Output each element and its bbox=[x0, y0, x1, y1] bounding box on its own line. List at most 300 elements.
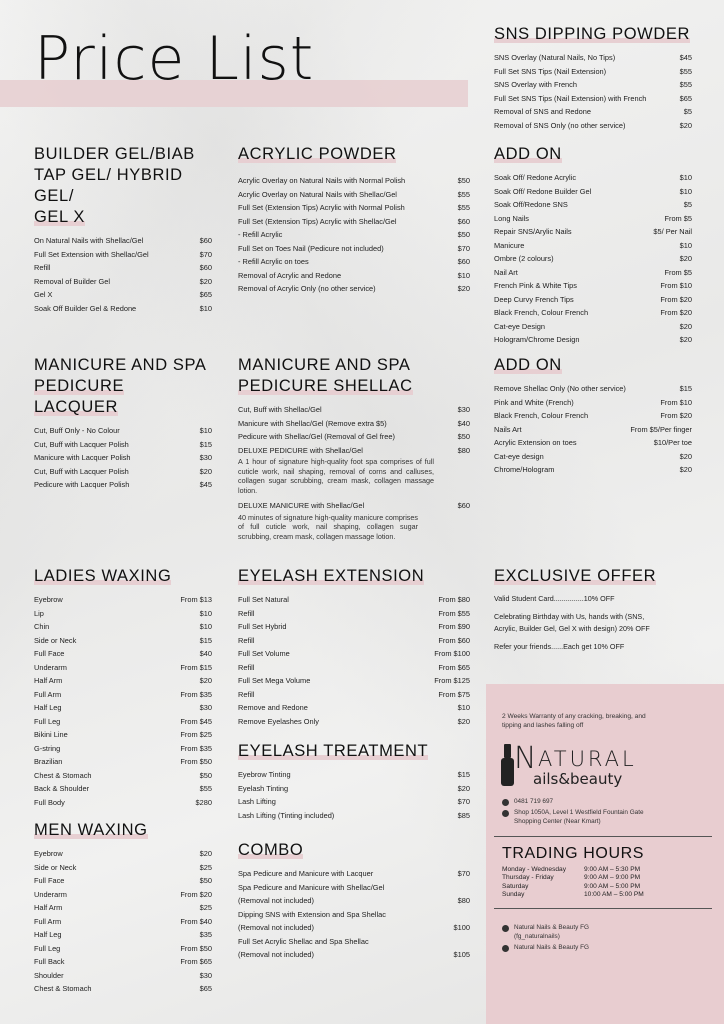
section-combo bbox=[238, 840, 470, 962]
price-row bbox=[34, 674, 212, 688]
section-add-on-1 bbox=[494, 144, 692, 347]
item-price: From $125 bbox=[434, 676, 470, 685]
item-name: Full Set SNS Tips (Nail Extension) bbox=[494, 66, 607, 76]
price-row bbox=[238, 215, 470, 229]
item-price: $5 bbox=[683, 107, 692, 116]
item-name: Refill bbox=[238, 662, 255, 672]
item-price: $10 bbox=[199, 303, 212, 313]
price-row bbox=[494, 409, 692, 423]
item-price: $65 bbox=[199, 984, 212, 993]
item-name: Lash Lifting (Tinting included) bbox=[238, 810, 335, 820]
item-price: $50 bbox=[199, 876, 212, 885]
item-name: Deep Curvy French Tips bbox=[494, 294, 574, 304]
price-row bbox=[34, 261, 212, 275]
price-list bbox=[494, 51, 692, 132]
price-row bbox=[494, 239, 692, 253]
item-price: $50 bbox=[457, 230, 470, 239]
time: 9:00 AM – 9:00 PM bbox=[584, 874, 641, 882]
item-price: $5 bbox=[683, 200, 692, 209]
section-title: MEN WAXING bbox=[34, 821, 148, 839]
item-name: Soak Off Builder Gel & Redone bbox=[34, 303, 137, 313]
item-name: Chest & Stomach bbox=[34, 770, 92, 780]
item-price: From $50 bbox=[180, 943, 212, 953]
item-price: $80 bbox=[457, 445, 470, 455]
price-row bbox=[494, 279, 692, 293]
price-row bbox=[34, 701, 212, 715]
price-row bbox=[494, 92, 692, 106]
price-list bbox=[34, 847, 212, 996]
item-name: Refill bbox=[238, 608, 255, 618]
item-name: (Removal not included) bbox=[238, 896, 314, 905]
item-price: $15 bbox=[457, 770, 470, 779]
price-row bbox=[494, 105, 692, 119]
price-row bbox=[34, 424, 212, 438]
deluxe-pedicure-note: A 1 hour of signature high-quality foot spa comprises of full cuticle work, nail shaping, removal of corns and calluses, collagen sugar scrubbing, cream mask, collagen massage lotion. bbox=[238, 457, 434, 495]
logo-letter-n: N bbox=[514, 742, 537, 776]
item-name: Removal of SNS Only (no other service) bbox=[494, 120, 626, 130]
item-name: Full Body bbox=[34, 797, 65, 807]
price-row bbox=[34, 861, 212, 875]
price-list bbox=[238, 593, 470, 728]
section-title: LADIES WAXING bbox=[34, 567, 172, 585]
price-row bbox=[238, 607, 470, 621]
item-price: $60 bbox=[199, 236, 212, 245]
price-row bbox=[494, 198, 692, 212]
item-name: Remove and Redone bbox=[238, 703, 308, 712]
price-row bbox=[34, 769, 212, 783]
item-price: From $45 bbox=[180, 716, 212, 726]
price-row bbox=[34, 438, 212, 452]
price-row bbox=[238, 948, 470, 962]
item-price: $100 bbox=[453, 923, 470, 932]
item-name: Ombre (2 colours) bbox=[494, 254, 554, 263]
price-row bbox=[238, 935, 470, 949]
item-name: Half Arm bbox=[34, 676, 63, 685]
price-row bbox=[34, 715, 212, 729]
item-price: $60 bbox=[199, 263, 212, 272]
item-price: $20 bbox=[199, 849, 212, 858]
item-name: SNS Overlay (Natural Nails, No Tips) bbox=[494, 53, 616, 62]
item-price: $20 bbox=[199, 676, 212, 685]
price-row bbox=[34, 661, 212, 675]
item-name: Cut, Buff Only - No Colour bbox=[34, 426, 120, 435]
price-row bbox=[238, 269, 470, 283]
phone-icon bbox=[502, 799, 509, 806]
item-price: $30 bbox=[199, 703, 212, 712]
item-name: Hologram/Chrome Design bbox=[494, 335, 580, 344]
item-price: $25 bbox=[199, 903, 212, 912]
item-price: $55 bbox=[679, 80, 692, 89]
item-price: From $20 bbox=[660, 294, 692, 304]
item-name: Lip bbox=[34, 608, 44, 618]
item-name: Full Face bbox=[34, 876, 65, 885]
item-price: $10 bbox=[199, 622, 212, 631]
item-price: $20 bbox=[679, 451, 692, 461]
price-row bbox=[238, 228, 470, 242]
trading-hours-title: TRADING HOURS bbox=[502, 845, 645, 862]
item-name: Cut, Buff with Lacquer Polish bbox=[34, 439, 129, 449]
warranty-note: 2 Weeks Warranty of any cracking, breaking, and tipping and lashes falling off bbox=[502, 713, 646, 729]
logo-word-natural: ATURAL bbox=[538, 747, 637, 771]
hours-row bbox=[502, 874, 644, 882]
item-name: Cut, Buff with Shellac/Gel bbox=[238, 405, 322, 414]
price-row bbox=[238, 795, 470, 809]
item-price: $20 bbox=[199, 276, 212, 286]
item-name: Pedicure with Shellac/Gel (Removal of Gel free) bbox=[238, 432, 395, 441]
price-row bbox=[238, 894, 470, 908]
item-name: On Natural Nails with Shellac/Gel bbox=[34, 236, 144, 245]
item-price: From $80 bbox=[438, 595, 470, 604]
item-price: $70 bbox=[457, 243, 470, 253]
item-price: $30 bbox=[199, 453, 212, 462]
item-name: SNS Overlay with French bbox=[494, 80, 577, 89]
price-row bbox=[238, 499, 470, 513]
item-name: Pedicure with Lacquer Polish bbox=[34, 480, 130, 489]
item-price: $55 bbox=[457, 203, 470, 212]
item-price: $280 bbox=[195, 797, 212, 807]
price-row bbox=[238, 768, 470, 782]
price-row bbox=[494, 171, 692, 185]
item-price: $20 bbox=[679, 321, 692, 331]
section-title: SNS DIPPING POWDER bbox=[494, 25, 690, 43]
section-add-on-2 bbox=[494, 355, 692, 477]
phone-contact bbox=[502, 798, 553, 807]
item-name: Gel X bbox=[34, 290, 53, 299]
offer-student: Valid Student Card...............10% OFF bbox=[494, 594, 615, 603]
price-row bbox=[494, 225, 692, 239]
item-name: Lash Lifting bbox=[238, 797, 276, 806]
item-price: $55 bbox=[679, 66, 692, 76]
hours-row bbox=[502, 891, 644, 899]
section-title: MANICURE AND SPA PEDICURE LACQUER bbox=[34, 356, 207, 416]
price-row bbox=[238, 188, 470, 202]
price-row bbox=[34, 465, 212, 479]
item-name: Black French, Colour French bbox=[494, 308, 589, 317]
section-men-waxing bbox=[34, 820, 212, 996]
section-exclusive-offer bbox=[494, 566, 704, 653]
time: 9:00 AM – 5:30 PM bbox=[584, 866, 641, 873]
price-row bbox=[494, 450, 692, 464]
item-price: $55 bbox=[457, 189, 470, 199]
nail-polish-icon bbox=[500, 742, 660, 792]
price-row bbox=[34, 248, 212, 262]
price-row bbox=[494, 78, 692, 92]
item-price: From $5/Per finger bbox=[630, 424, 692, 434]
item-name: Full Face bbox=[34, 649, 65, 658]
item-price: $20 bbox=[457, 716, 470, 726]
item-price: From $20 bbox=[660, 308, 692, 317]
instagram-contact[interactable] bbox=[502, 924, 589, 941]
price-row bbox=[34, 955, 212, 969]
item-price: $105 bbox=[453, 950, 470, 959]
section-title: EXCLUSIVE OFFER bbox=[494, 567, 657, 585]
item-price: From $65 bbox=[438, 662, 470, 672]
price-row bbox=[34, 982, 212, 996]
item-name: Cat-eye design bbox=[494, 451, 544, 461]
price-row bbox=[238, 661, 470, 675]
price-row bbox=[494, 396, 692, 410]
item-name: Back & Shoulder bbox=[34, 784, 90, 793]
item-name: Full Set (Extension Tips) Acrylic with Shellac/Gel bbox=[238, 216, 397, 226]
item-name: Full Leg bbox=[34, 943, 61, 953]
item-name: Refill bbox=[238, 689, 255, 699]
price-row bbox=[494, 320, 692, 334]
item-name: Nails Art bbox=[494, 424, 522, 434]
price-list bbox=[238, 867, 470, 962]
item-name: Shoulder bbox=[34, 970, 64, 980]
divider bbox=[494, 836, 712, 837]
price-row bbox=[238, 782, 470, 796]
item-name: Full Set on Toes Nail (Pedicure not included) bbox=[238, 243, 384, 253]
price-row bbox=[494, 119, 692, 133]
item-price: From $55 bbox=[438, 608, 470, 618]
price-row bbox=[238, 867, 470, 881]
item-name: Eyebrow bbox=[34, 595, 63, 604]
item-price: $10 bbox=[199, 426, 212, 435]
price-row bbox=[238, 255, 470, 269]
price-row bbox=[238, 430, 470, 444]
price-row bbox=[494, 293, 692, 307]
hours-row bbox=[502, 883, 644, 891]
item-price: $20 bbox=[457, 783, 470, 793]
item-name: Full Set Hybrid bbox=[238, 622, 287, 631]
item-name: French Pink & White Tips bbox=[494, 281, 577, 290]
item-name: Repair SNS/Arylic Nails bbox=[494, 227, 572, 236]
facebook-handle: Natural Nails & Beauty FG bbox=[514, 944, 589, 951]
item-price: $40 bbox=[199, 649, 212, 658]
price-row bbox=[238, 242, 470, 256]
price-row bbox=[238, 201, 470, 215]
item-name: Acrylic Extension on toes bbox=[494, 438, 577, 447]
item-price: $10 bbox=[199, 608, 212, 618]
item-price: From $65 bbox=[180, 957, 212, 966]
section-title: COMBO bbox=[238, 841, 304, 859]
offer-referral: Refer your friends......Each get 10% OFF bbox=[494, 642, 625, 651]
price-row bbox=[34, 928, 212, 942]
section-manicure-lacquer bbox=[34, 355, 212, 492]
price-row bbox=[34, 478, 212, 492]
item-name: Full Set Acrylic Shellac and Spa Shellac bbox=[238, 936, 369, 946]
section-builder-gel bbox=[34, 144, 212, 315]
item-name: Chest & Stomach bbox=[34, 984, 92, 993]
item-name: Full Set (Extension Tips) Acrylic with Normal Polish bbox=[238, 203, 405, 212]
item-price: $70 bbox=[199, 249, 212, 259]
item-name: Acrylic Overlay on Natural Nails with Shellac/Gel bbox=[238, 189, 397, 199]
facebook-icon bbox=[502, 945, 509, 952]
item-price: From $90 bbox=[438, 622, 470, 631]
item-name: Pink and White (French) bbox=[494, 397, 574, 407]
price-row bbox=[34, 593, 212, 607]
item-name: (Removal not included) bbox=[238, 950, 314, 959]
item-name: Chrome/Hologram bbox=[494, 465, 555, 474]
item-name: (Removal not included) bbox=[238, 923, 314, 932]
section-title: ADD ON bbox=[494, 356, 562, 374]
price-row bbox=[34, 728, 212, 742]
price-row bbox=[494, 185, 692, 199]
item-name: Remove Shellac Only (No other service) bbox=[494, 384, 626, 393]
instagram-icon bbox=[502, 925, 509, 932]
price-row bbox=[34, 688, 212, 702]
item-price: $10/Per toe bbox=[653, 438, 692, 447]
price-row bbox=[238, 282, 470, 296]
section-sns-dipping bbox=[494, 24, 692, 132]
item-name: Refill bbox=[238, 635, 255, 645]
price-row bbox=[494, 423, 692, 437]
price-list bbox=[34, 593, 212, 809]
item-name: Removal of Acrylic and Redone bbox=[238, 270, 342, 280]
item-price: $65 bbox=[199, 290, 212, 299]
address-contact bbox=[502, 809, 672, 826]
item-price: $30 bbox=[199, 970, 212, 980]
item-name: Removal of Acrylic Only (no other service) bbox=[238, 284, 376, 293]
price-row bbox=[494, 463, 692, 477]
item-name: Full Back bbox=[34, 957, 65, 966]
item-name: Long Nails bbox=[494, 213, 529, 223]
item-price: $5/ Per Nail bbox=[653, 227, 692, 236]
section-ladies-waxing bbox=[34, 566, 212, 809]
item-price: From $20 bbox=[180, 889, 212, 899]
item-price: $60 bbox=[457, 257, 470, 266]
price-row bbox=[238, 809, 470, 823]
item-price: $45 bbox=[199, 480, 212, 489]
item-name: Cut, Buff with Lacquer Polish bbox=[34, 466, 129, 476]
hours-row bbox=[502, 866, 644, 874]
item-price: $15 bbox=[679, 384, 692, 393]
time: 9:00 AM – 5:00 PM bbox=[584, 882, 641, 890]
price-row bbox=[34, 755, 212, 769]
item-name: Bikini Line bbox=[34, 730, 68, 739]
item-price: $50 bbox=[457, 432, 470, 441]
item-name: - Refill Acrylic on toes bbox=[238, 257, 309, 266]
item-name: Brazilian bbox=[34, 757, 63, 766]
day: Saturday bbox=[502, 882, 529, 890]
item-name: Removal of Builder Gel bbox=[34, 276, 110, 286]
item-price: $40 bbox=[457, 418, 470, 428]
item-price: From $13 bbox=[180, 595, 212, 604]
price-row bbox=[34, 874, 212, 888]
item-name: Dipping SNS with Extension and Spa Shellac bbox=[238, 909, 386, 919]
price-row bbox=[238, 174, 470, 188]
price-row bbox=[238, 444, 470, 458]
address-text: Shop 1050A, Level 1 Westfield Fountain Gate Shopping Center (Near Kmart) bbox=[514, 809, 644, 825]
day: Sunday bbox=[502, 891, 525, 899]
section-title: ACRYLIC POWDER bbox=[238, 145, 397, 163]
price-row bbox=[238, 634, 470, 648]
item-price: $10 bbox=[679, 186, 692, 196]
item-price: $35 bbox=[199, 930, 212, 939]
price-row bbox=[34, 620, 212, 634]
item-price: From $60 bbox=[438, 635, 470, 645]
price-row bbox=[494, 212, 692, 226]
price-row bbox=[238, 921, 470, 935]
item-price: From $35 bbox=[180, 689, 212, 699]
price-row bbox=[238, 417, 470, 431]
price-row bbox=[494, 266, 692, 280]
price-row bbox=[34, 302, 212, 316]
item-name: Full Set Extension with Shellac/Gel bbox=[34, 249, 149, 259]
price-row bbox=[494, 382, 692, 396]
item-price: $20 bbox=[457, 284, 470, 293]
item-price: From $20 bbox=[660, 411, 692, 420]
divider bbox=[494, 908, 712, 909]
item-name: Full Set SNS Tips (Nail Extension) with French bbox=[494, 93, 647, 103]
item-price: $30 bbox=[457, 405, 470, 414]
item-price: $55 bbox=[199, 784, 212, 793]
deluxe-manicure-note: 40 minutes of signature high-quality manicure comprises of full cuticle work, nail shaping, collagen sugar scrubbing, cream mask, collagen massage lotion. bbox=[238, 512, 418, 541]
item-name: Full Set Natural bbox=[238, 595, 289, 604]
price-row bbox=[34, 451, 212, 465]
section-title: BUILDER GEL/BIAB TAP GEL/ HYBRID GEL/ GEL X bbox=[34, 145, 195, 226]
item-price: $80 bbox=[457, 896, 470, 905]
day: Monday - Wednesday bbox=[502, 866, 567, 873]
section-manicure-shellac bbox=[238, 355, 470, 545]
item-name: DELUXE MANICURE with Shellac/Gel bbox=[238, 501, 365, 510]
price-row bbox=[238, 620, 470, 634]
item-price: $50 bbox=[199, 770, 212, 780]
item-price: $25 bbox=[199, 862, 212, 872]
item-price: $20 bbox=[679, 254, 692, 263]
trading-hours-list bbox=[502, 866, 644, 900]
price-row bbox=[34, 888, 212, 902]
price-list bbox=[238, 768, 470, 822]
brand-logo bbox=[500, 742, 660, 792]
price-row bbox=[34, 796, 212, 810]
price-list bbox=[494, 382, 692, 477]
item-name: Manicure with Lacquer Polish bbox=[34, 453, 131, 462]
price-row bbox=[34, 607, 212, 621]
price-row bbox=[34, 634, 212, 648]
item-name: Half Leg bbox=[34, 703, 62, 712]
facebook-contact[interactable] bbox=[502, 944, 589, 953]
price-row bbox=[494, 306, 692, 320]
offer-birthday-2: Acrylic, Builder Gel, Gel X with design) 20% OFF bbox=[494, 624, 650, 633]
item-name: Manicure bbox=[494, 240, 525, 250]
price-row bbox=[34, 288, 212, 302]
item-name: Black French, Colour French bbox=[494, 411, 589, 420]
item-name: Side or Neck bbox=[34, 635, 77, 645]
item-price: $65 bbox=[679, 93, 692, 103]
item-price: $20 bbox=[679, 120, 692, 130]
item-name: DELUXE PEDICURE with Shellac/Gel bbox=[238, 445, 363, 455]
item-name: - Refill Acrylic bbox=[238, 230, 283, 239]
location-pin-icon bbox=[502, 810, 509, 817]
item-name: Removal of SNS and Redone bbox=[494, 107, 591, 116]
item-name: Spa Pedicure and Manicure with Lacquer bbox=[238, 869, 374, 878]
day: Thursday - Friday bbox=[502, 874, 554, 882]
item-name: Manicure with Shellac/Gel (Remove extra $5) bbox=[238, 418, 387, 428]
price-row bbox=[34, 942, 212, 956]
item-name: Nail Art bbox=[494, 267, 518, 277]
item-price: $85 bbox=[457, 810, 470, 820]
item-price: From $15 bbox=[180, 662, 212, 672]
section-acrylic-powder bbox=[238, 144, 470, 296]
price-list bbox=[494, 171, 692, 347]
price-list bbox=[34, 234, 212, 315]
price-list bbox=[238, 174, 470, 296]
price-row bbox=[34, 915, 212, 929]
price-row bbox=[34, 969, 212, 983]
item-price: $20 bbox=[199, 466, 212, 476]
price-row bbox=[494, 252, 692, 266]
time: 10:00 AM – 5:00 PM bbox=[584, 891, 644, 899]
item-name: Full Arm bbox=[34, 689, 62, 699]
item-price: From $10 bbox=[660, 281, 692, 290]
item-name: Soak Off/ Redone Acrylic bbox=[494, 173, 577, 182]
price-list bbox=[238, 403, 470, 457]
item-price: $70 bbox=[457, 797, 470, 806]
item-name: Half Leg bbox=[34, 930, 62, 939]
price-row bbox=[238, 908, 470, 922]
